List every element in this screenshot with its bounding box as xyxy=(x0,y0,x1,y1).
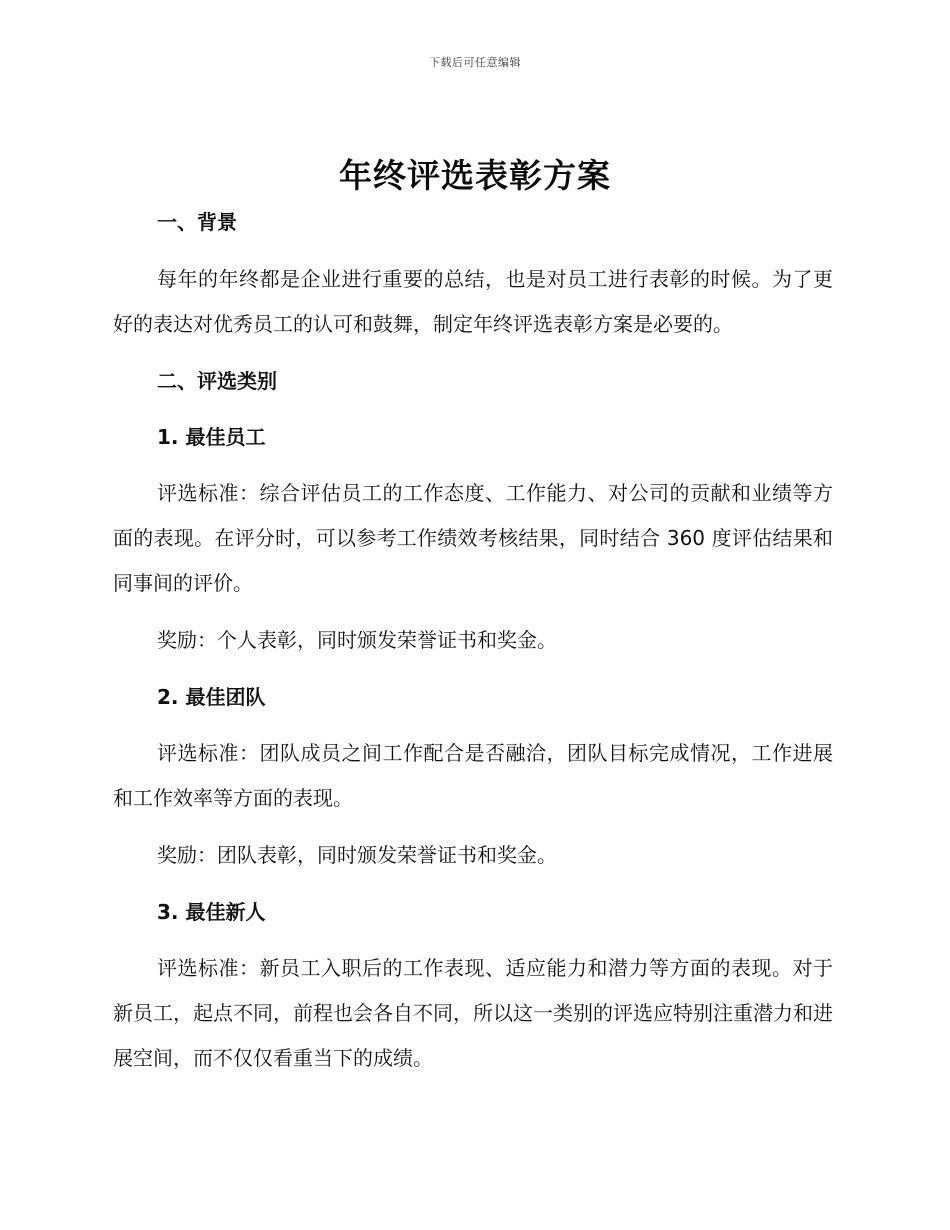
section-heading-background: 一、背景 xyxy=(157,210,237,234)
best-team-reward: 奖励：团队表彰，同时颁发荣誉证书和奖金。 xyxy=(157,843,557,867)
best-employee-criteria: 评选标准：综合评估员工的工作态度、工作能力、对公司的贡献和业绩等方面的表现。在评分时，可以参考工作绩效考核结果，同时结合 360 度评估结果和同事间的评价。 xyxy=(113,481,833,595)
best-team-criteria: 评选标准：团队成员之间工作配合是否融洽，团队目标完成情况，工作进展和工作效率等方面的表现。 xyxy=(113,741,833,810)
category-heading-best-team: 2. 最佳团队 xyxy=(157,685,266,709)
document-title: 年终评选表彰方案 xyxy=(339,156,611,195)
category-heading-best-employee: 1. 最佳员工 xyxy=(157,425,266,449)
best-employee-reward: 奖励：个人表彰，同时颁发荣誉证书和奖金。 xyxy=(157,628,557,652)
document-body xyxy=(113,200,833,1081)
header-note: 下载后可任意编辑 xyxy=(429,56,521,69)
section-heading-categories: 二、评选类别 xyxy=(157,369,277,393)
background-paragraph: 每年的年终都是企业进行重要的总结，也是对员工进行表彰的时候。为了更好的表达对优秀员工的认可和鼓舞，制定年终评选表彰方案是必要的。 xyxy=(113,267,833,336)
best-newcomer-criteria: 评选标准：新员工入职后的工作表现、适应能力和潜力等方面的表现。对于新员工，起点不同，前程也会各自不同，所以这一类别的评选应特别注重潜力和进展空间，而不仅仅看重当下的成绩。 xyxy=(113,956,833,1070)
category-heading-best-newcomer: 3. 最佳新人 xyxy=(157,900,266,924)
